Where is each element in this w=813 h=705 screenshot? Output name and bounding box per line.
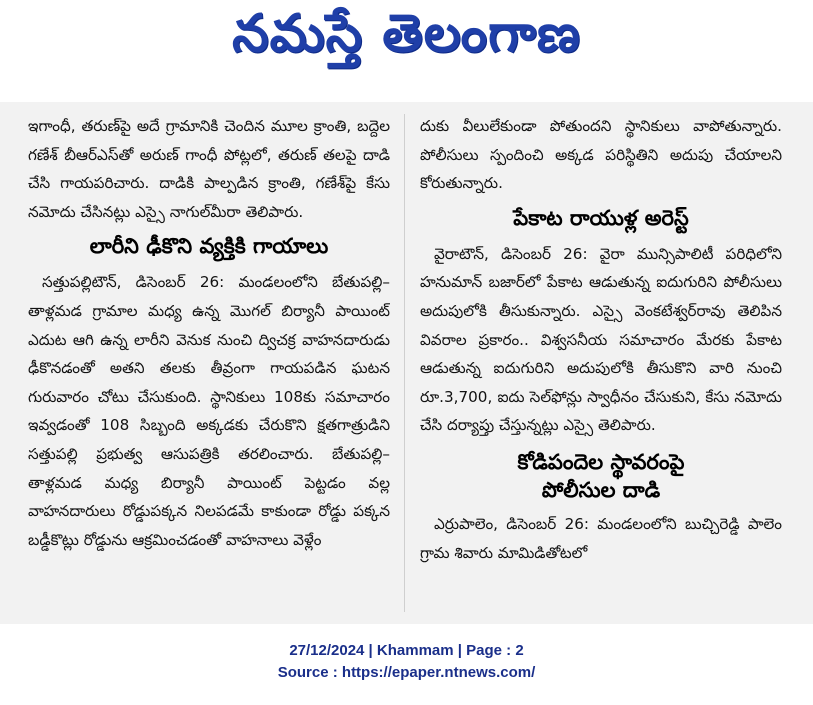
headline-cockfight-line1: కోడిపందెల స్థావరంపై bbox=[517, 449, 685, 474]
footer bbox=[0, 640, 813, 684]
headline-cockfight-line2: పోలీసుల దాడి bbox=[541, 477, 661, 502]
masthead bbox=[0, 0, 813, 100]
cockfight-raid-body: ఎర్రుపాలెం, డిసెంబర్ 26: మండలంలోని బుచ్చిరెడ్డి పాలెం గ్రామ శివారు మామిడితోటలో bbox=[420, 514, 782, 562]
headline-cockfight-raid bbox=[420, 448, 782, 504]
article-clipping bbox=[0, 102, 813, 624]
footer-date-edition-page: 27/12/2024 | Khammam | Page : 2 bbox=[289, 642, 524, 659]
right-intro-paragraph: దుకు వీలులేకుండా పోతుందని స్థానికులు వాపోతున్నారు. పోలీసులు స్పందించి అక్కడ పరిస్థితిని అదుపు చేయాలని కోరుతున్నారు. bbox=[420, 117, 782, 193]
lorry-accident-body: సత్తుపల్లిటౌన్, డిసెంబర్ 26: మండలంలోని బేతుపల్లి– తాళ్లమడ గ్రామాల మధ్య ఉన్న మొగల్ బిర్యానీ పాయింట్ ఎదుట ఆగి ఉన్న లారీని వెనుక నుంచి ద్విచక్ర వాహనదారుడు ఢీకొనడంతో అతని తలకు తీవ్రంగా గాయపడిన ఘటన గురువారం చోటు చేసుకుంది. స్థానికులు 108కు సమాచారం ఇవ్వడంతో 108 సిబ్బంది అక్కడకు చేరుకొని క్షతగాత్రుడిని సత్తుపల్లి ప్రభుత్వ ఆసుపత్రికి తరలించారు. బేతుపల్లి– తాళ్లమడ మధ్య బిర్యానీ పాయింట్ పెట్టడం వల్ల వాహనదారులు రోడ్డుపక్కన నిలపడమే కాకుండా రోడ్డు పక్కన బడ్డీకొట్లు రోడ్డును ఆక్రమించడంతో వాహనాలు వెళ్లేం bbox=[28, 273, 390, 549]
footer-source: Source : https://epaper.ntnews.com/ bbox=[277, 664, 536, 681]
left-column bbox=[28, 112, 390, 622]
left-intro-paragraph: ఇగాంధీ, తరుణ్‌పై అదే గ్రామానికి చెందిన మూల క్రాంతి, బద్దెల గణేశ్ బీఆర్ఎస్‌తో అరుణ్ గాంధీ పోట్లలో, తరుణ్ తలపై దాడి చేసి గాయపరిచారు. దాడికి పాల్పడిన క్రాంతి, గణేశ్‌పై కేసు నమోదు చేసినట్లు ఎస్సై నాగుల్‌మీరా తెలిపారు. bbox=[28, 117, 390, 221]
headline-gamblers-arrest: పేకాట రాయుళ్ల అరెస్ట్ bbox=[513, 205, 689, 230]
headline-lorry-accident: లారీని ఢీకొని వ్యక్తికి గాయాలు bbox=[89, 234, 329, 259]
right-column bbox=[420, 112, 782, 622]
newspaper-logo: నమస్తే తెలంగాణ bbox=[232, 4, 581, 64]
column-divider bbox=[404, 114, 405, 612]
gamblers-arrest-body: వైరాటౌన్, డిసెంబర్ 26: వైరా మున్సిపాలిటీ పరిధిలోని హనుమాన్ బజార్‌లో పేకాట ఆడుతున్న ఐదుగురిని పోలీసులు అదుపులోకి తీసుకున్నారు. ఎస్సై వెంకటేశ్వర్‌రావు తెలిపిన వివరాల ప్రకారం.. విశ్వసనీయ సమాచారం మేరకు పేకాట ఆడుతున్న ఐదుగురిని అదుపులోకి తీసుకొని వారి నుంచి రూ.3,700, ఐదు సెల్‌ఫోన్లు స్వాధీనం చేసుకుని, కేసు నమోదు చేసి దర్యాప్తు చేస్తున్నట్లు ఎస్సై తెలిపారు. bbox=[420, 244, 782, 435]
